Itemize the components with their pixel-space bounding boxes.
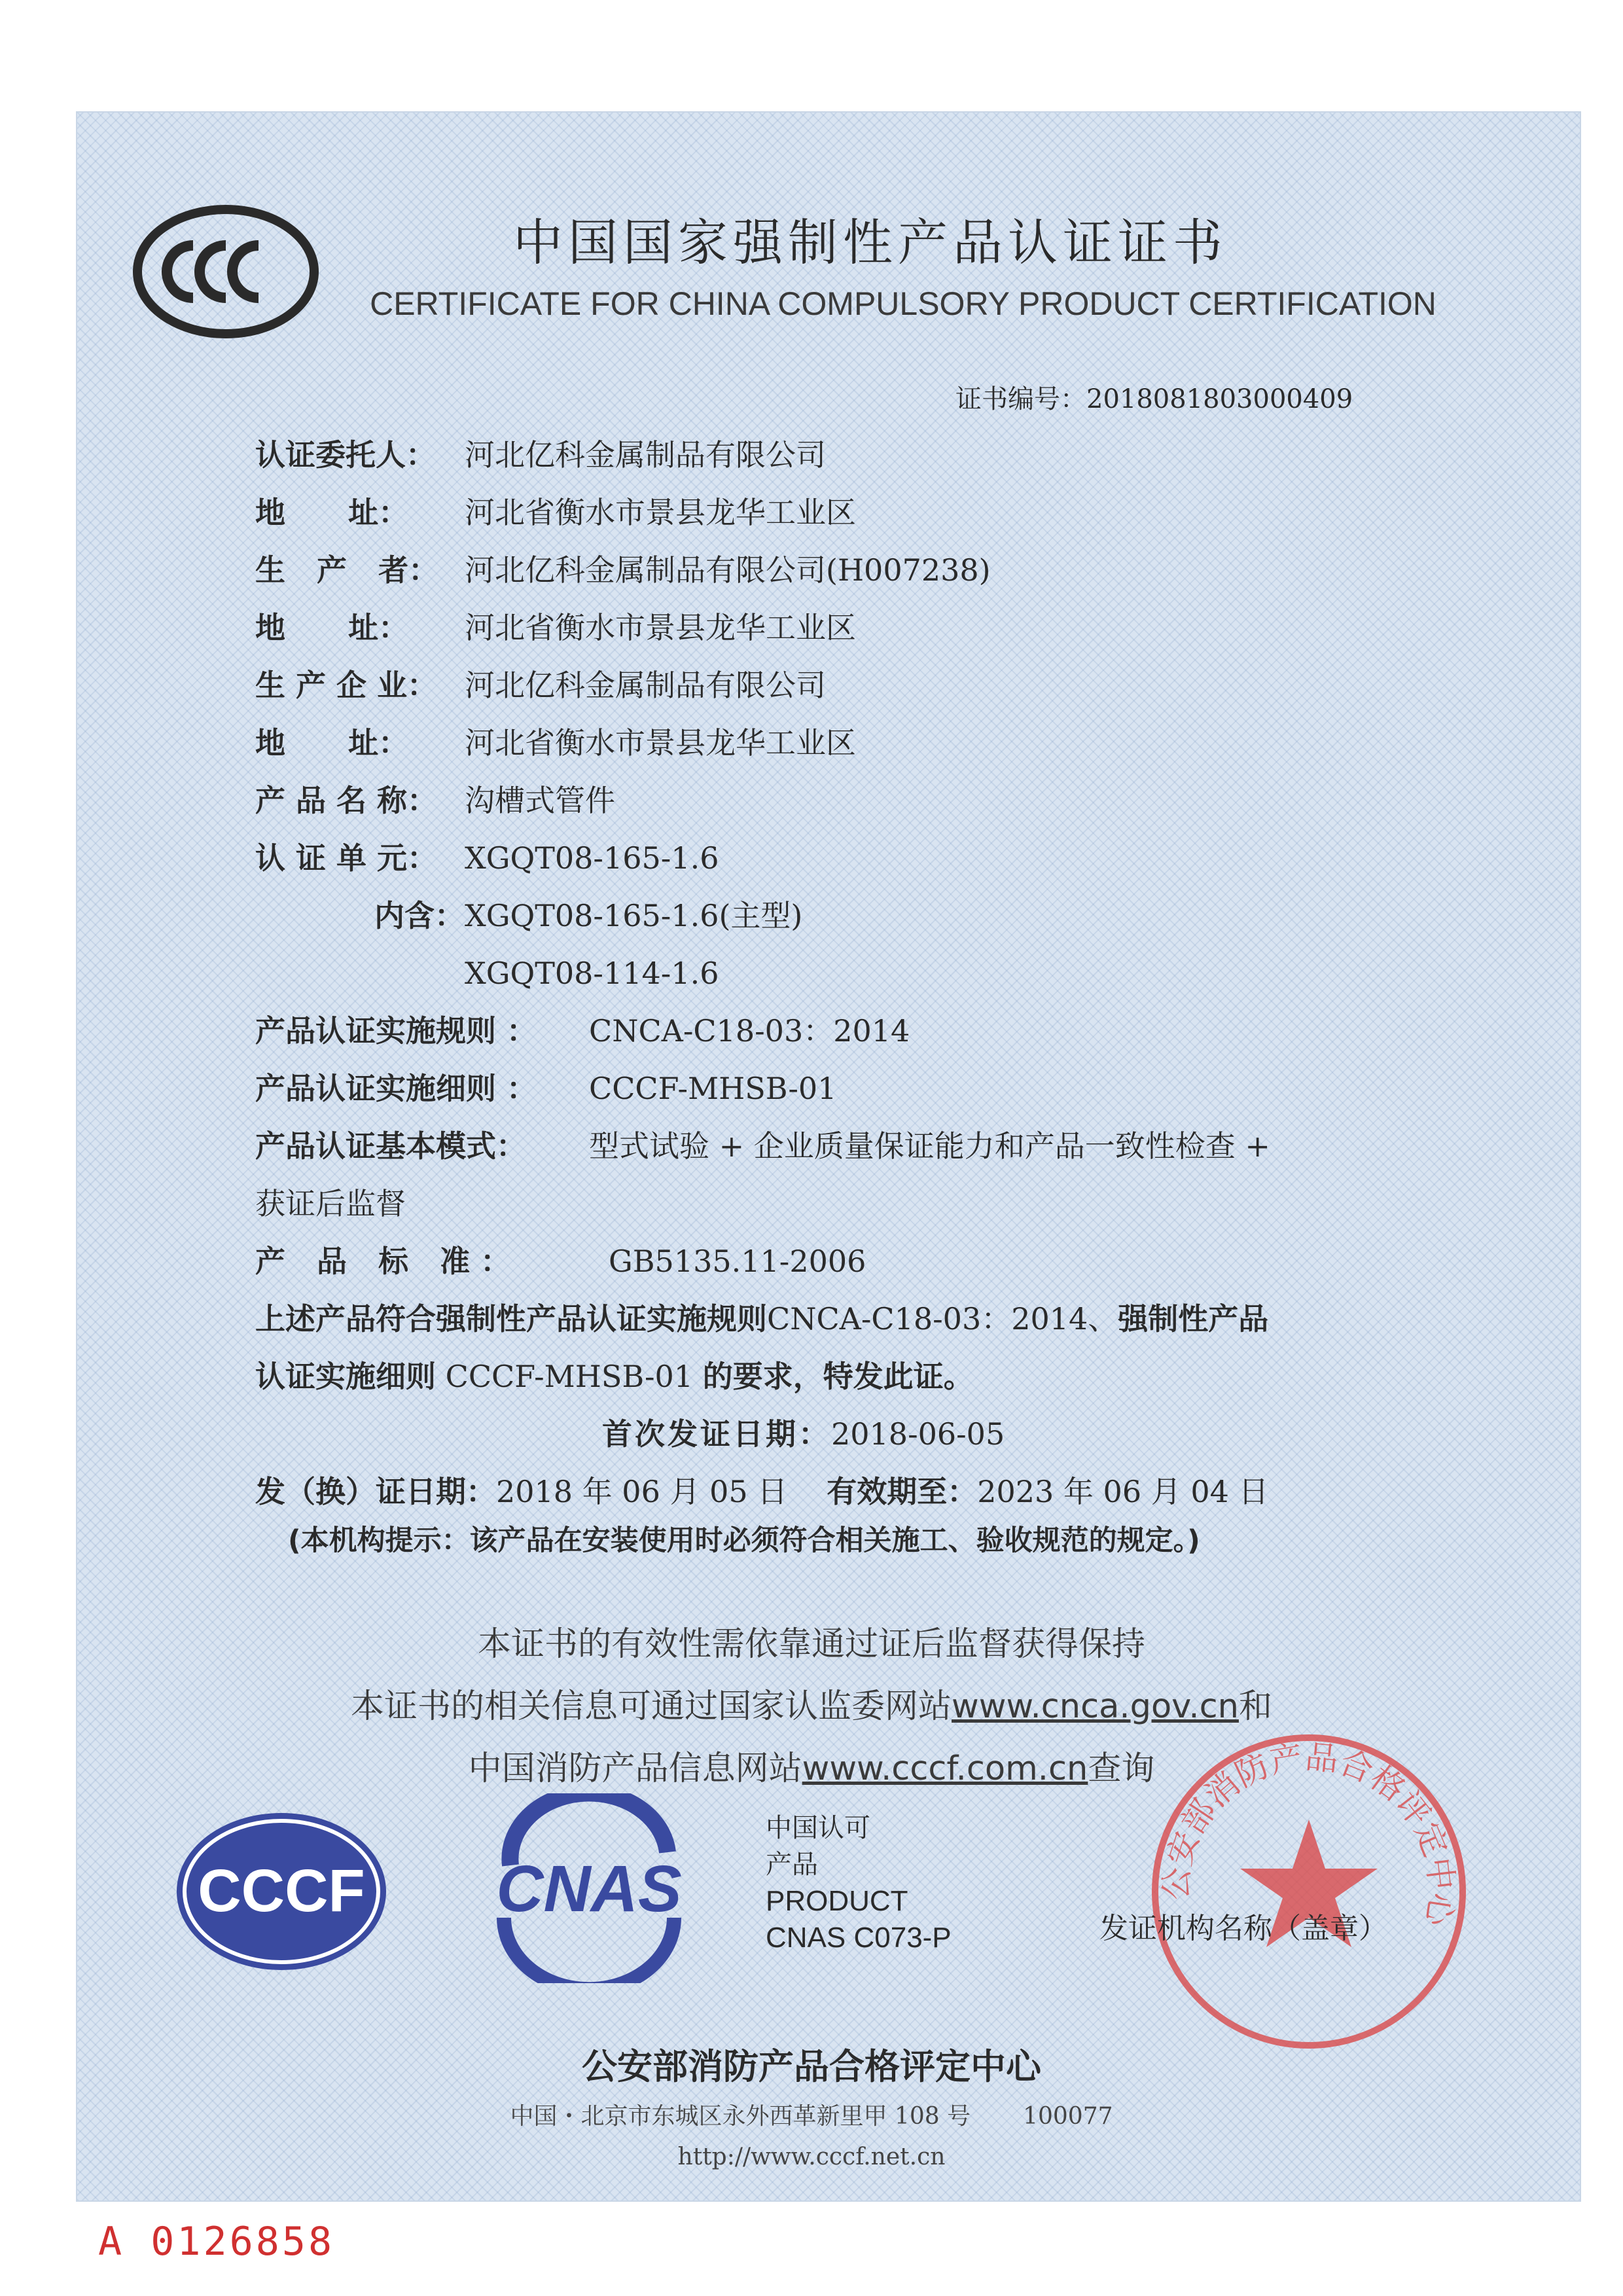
conformity-text-2: 强制性产品 <box>1118 1301 1269 1336</box>
mode-value: 型式试验 + 企业质量保证能力和产品一致性检查 + <box>589 1128 1270 1164</box>
title-en: CERTIFICATE FOR CHINA COMPULSORY PRODUCT CERTIFICATION <box>370 285 1436 322</box>
conformity-line-1 <box>255 1299 1268 1338</box>
contains-value-2: XGQT08-114-1.6 <box>465 956 719 991</box>
cnca-link[interactable]: www.cnca.gov.cn <box>952 1687 1239 1726</box>
manufacturer-row <box>255 550 991 590</box>
cnas-logo-text: CNAS <box>496 1852 682 1926</box>
validity-line-3-text: 中国消防产品信息网站 <box>468 1749 802 1788</box>
cert-no-label: 证书编号： <box>955 384 1086 414</box>
cccf-link[interactable]: www.cccf.com.cn <box>802 1749 1088 1788</box>
detail-label: 产品认证实施细则 ： <box>255 1071 537 1106</box>
unit-label: 认 证 单 元： <box>255 840 438 876</box>
applicant-row <box>255 435 826 475</box>
factory-row <box>255 666 826 705</box>
validity-line-2-end: 和 <box>1238 1687 1272 1726</box>
address1-value: 河北省衡水市景县龙华工业区 <box>465 495 856 530</box>
validity-line-2 <box>196 1679 1427 1727</box>
valid-date: 2023 年 06 月 04 日 <box>977 1474 1269 1509</box>
organization-name: 公安部消防产品合格评定中心 <box>582 2045 1041 2087</box>
unit-value: XGQT08-165-1.6 <box>465 840 719 876</box>
mode-label: 产品认证基本模式： <box>255 1128 526 1164</box>
detail-row <box>255 1069 836 1108</box>
address1-label: 地 址： <box>255 495 409 530</box>
first-issue-row <box>602 1414 1005 1454</box>
cnas-en-2: CNAS C073-P <box>766 1922 952 1954</box>
conformity-detail: CCCF-MHSB-01 <box>445 1359 694 1394</box>
note: (本机构提示：该产品在安装使用时必须符合相关施工、验收规范的规定。) <box>288 1524 1200 1557</box>
issue-date: 2018 年 06 月 05 日 <box>496 1474 788 1509</box>
cnas-en-1: PRODUCT <box>766 1885 908 1917</box>
rule-row <box>255 1011 910 1050</box>
applicant-label: 认证委托人： <box>255 437 436 473</box>
validity-line-1: 本证书的有效性需依靠通过证后监督获得保持 <box>477 1625 1145 1664</box>
rule-label: 产品认证实施规则 ： <box>255 1013 537 1049</box>
detail-value: CCCF-MHSB-01 <box>589 1071 837 1106</box>
ccc-logo <box>131 203 321 340</box>
issue-label: 发（换）证日期： <box>255 1474 496 1509</box>
address3-label: 地 址： <box>255 725 409 761</box>
conformity-text-3: 认证实施细则 <box>255 1359 436 1394</box>
valid-label: 有效期至： <box>827 1474 978 1509</box>
contains-value-1: XGQT08-165-1.6(主型) <box>465 898 803 933</box>
first-issue-date: 2018-06-05 <box>831 1416 1005 1452</box>
factory-label: 生 产 企 业： <box>255 668 438 703</box>
cnas-logo <box>471 1793 707 1983</box>
organization-address <box>196 2098 1427 2131</box>
product-label: 产 品 名 称： <box>255 783 438 818</box>
organization-url[interactable]: http://www.cccf.net.cn <box>677 2144 946 2170</box>
certificate-number <box>955 378 1353 416</box>
address3-row <box>255 723 856 762</box>
manufacturer-label: 生 产 者： <box>255 552 439 588</box>
standard-row <box>255 1242 866 1281</box>
contains-row <box>255 896 802 935</box>
product-row <box>255 781 615 820</box>
rule-value: CNCA-C18-03：2014 <box>589 1013 910 1049</box>
cert-no-value: 2018081803000409 <box>1086 384 1353 414</box>
manufacturer-value: 河北亿科金属制品有限公司(H007238) <box>465 552 991 588</box>
org-postcode: 100077 <box>1023 2103 1113 2130</box>
unit-row <box>255 838 719 878</box>
mode-value-cont: 获证后监督 <box>255 1186 406 1221</box>
address1-row <box>255 493 856 532</box>
address2-value: 河北省衡水市景县龙华工业区 <box>465 610 856 645</box>
mode-row <box>255 1126 1270 1166</box>
validity-line-3-end: 查询 <box>1088 1749 1155 1788</box>
cccf-logo <box>170 1806 393 1977</box>
validity-line-2-text: 本证书的相关信息可通过国家认监委网站 <box>351 1687 952 1726</box>
mode-cont-row <box>255 1184 406 1223</box>
seal-text: 公安部消防产品合格评定中心 <box>1157 1737 1461 1929</box>
cnas-cn-2: 产品 <box>766 1850 818 1880</box>
org-address: 中国・北京市东城区永外西革新里甲 108 号 <box>510 2103 971 2130</box>
address2-row <box>255 608 856 647</box>
issue-row <box>255 1472 1269 1511</box>
applicant-value: 河北亿科金属制品有限公司 <box>465 437 826 473</box>
serial-number: A 0126858 <box>98 2219 335 2265</box>
standard-value: GB5135.11-2006 <box>609 1244 866 1279</box>
conformity-text-4: 的要求，特发此证。 <box>702 1359 974 1394</box>
address2-label: 地 址： <box>255 610 409 645</box>
factory-value: 河北亿科金属制品有限公司 <box>465 668 826 703</box>
product-value: 沟槽式管件 <box>465 783 615 818</box>
cnas-cn-1: 中国认可 <box>766 1813 870 1843</box>
contains-label: 内含： <box>374 898 465 933</box>
contains-row-2 <box>465 954 719 993</box>
conformity-text-1: 上述产品符合强制性产品认证实施规则 <box>255 1301 767 1336</box>
cccf-logo-text: CCCF <box>198 1857 365 1924</box>
address3-value: 河北省衡水市景县龙华工业区 <box>465 725 856 761</box>
conformity-rule: CNCA-C18-03：2014、 <box>767 1301 1118 1336</box>
issuer-label: 发证机构名称（盖章） <box>1099 1912 1387 1945</box>
first-issue-label: 首次发证日期： <box>602 1416 831 1452</box>
title-cn: 中国国家强制性产品认证证书 <box>513 213 1228 272</box>
standard-label: 产 品 标 准 ： <box>255 1244 511 1279</box>
conformity-line-2 <box>255 1357 974 1396</box>
official-seal <box>1139 1721 1479 2062</box>
cnas-caption <box>766 1810 952 1956</box>
